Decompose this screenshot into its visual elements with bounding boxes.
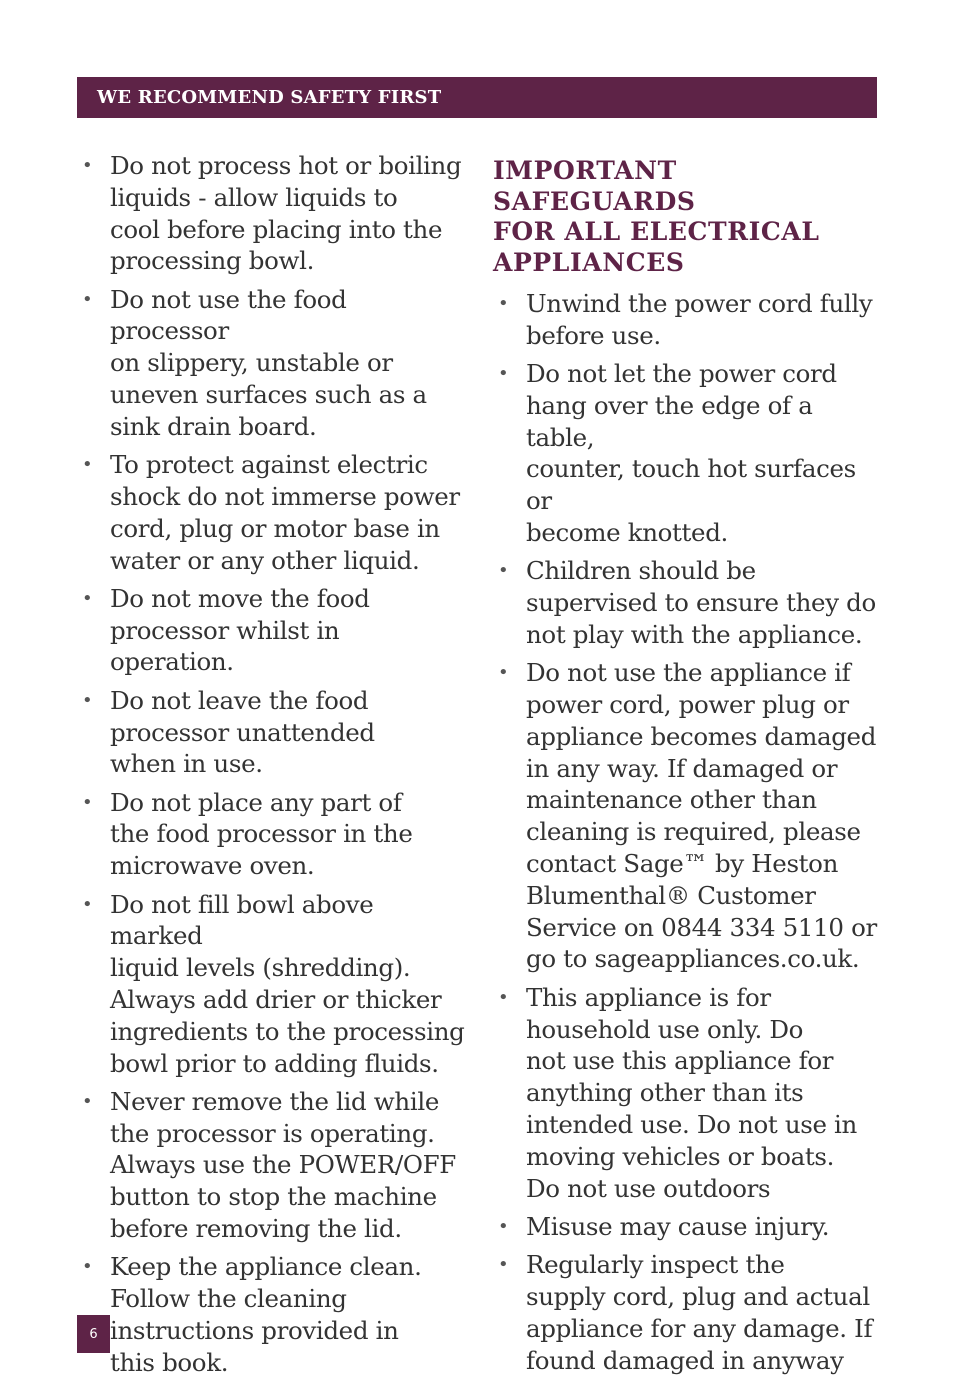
list-item-line: Do not leave the food bbox=[110, 685, 369, 715]
list-item-line: This appliance is for bbox=[526, 982, 771, 1012]
list-item-line: Do not place any part of bbox=[110, 787, 402, 817]
list-item-line: processor whilst in operation. bbox=[110, 615, 340, 677]
list-item-line: Service on 0844 334 5110 or bbox=[526, 912, 877, 942]
list-item bbox=[77, 449, 469, 576]
section-header-title: WE RECOMMEND SAFETY FIRST bbox=[97, 87, 442, 108]
list-item-line: liquids - allow liquids to bbox=[110, 182, 398, 212]
list-item-line: water or any other liquid. bbox=[110, 545, 420, 575]
list-item-line: Keep the appliance clean. bbox=[110, 1252, 422, 1282]
list-item-line: counter, touch hot surfaces or bbox=[526, 454, 856, 516]
list-item-line: Always add drier or thicker bbox=[110, 984, 442, 1014]
list-item bbox=[77, 889, 469, 1080]
list-item-line: Do not use the appliance if bbox=[526, 658, 851, 688]
bullet-icon: • bbox=[498, 363, 509, 385]
bullet-icon: • bbox=[82, 689, 93, 711]
page-number: 6 bbox=[77, 1315, 110, 1353]
list-item-line: supply cord, plug and actual bbox=[526, 1281, 870, 1311]
list-item-line: not play with the appliance. bbox=[526, 619, 863, 649]
right-bullet-list bbox=[493, 288, 883, 1376]
bullet-icon: • bbox=[498, 560, 509, 582]
list-item-line: Always use the POWER/OFF bbox=[110, 1150, 456, 1180]
list-item-line: before use. bbox=[526, 320, 661, 350]
list-item-line: shock do not immerse power bbox=[110, 481, 460, 511]
list-item-line: not use this appliance for bbox=[526, 1046, 834, 1076]
bullet-icon: • bbox=[82, 288, 93, 310]
list-item-line: ingredients to the processing bbox=[110, 1016, 465, 1046]
list-item-line: before removing the lid. bbox=[110, 1214, 402, 1243]
list-item-line: the food processor in the bbox=[110, 819, 413, 849]
bullet-icon: • bbox=[498, 1215, 509, 1237]
list-item-line: To protect against electric bbox=[110, 450, 428, 480]
bullet-icon: • bbox=[82, 1256, 93, 1278]
section-header-bar bbox=[77, 77, 877, 118]
heading-line: IMPORTANT SAFEGUARDS bbox=[493, 156, 696, 216]
list-item-line: when in use. bbox=[110, 749, 263, 779]
list-item-line: household use only. Do bbox=[526, 1014, 804, 1044]
list-item-line: power cord, power plug or bbox=[526, 690, 849, 720]
list-item-line: Blumenthal® Customer bbox=[526, 880, 816, 910]
list-item bbox=[493, 1249, 883, 1376]
bullet-icon: • bbox=[498, 662, 509, 684]
bullet-icon: • bbox=[82, 1090, 93, 1112]
list-item-line: in any way. If damaged or bbox=[526, 753, 838, 783]
list-item-line: intended use. Do not use in bbox=[526, 1109, 857, 1139]
list-item-line: Do not process hot or boiling bbox=[110, 151, 462, 180]
bullet-icon: • bbox=[498, 986, 509, 1008]
list-item-line: Do not use outdoors bbox=[526, 1173, 771, 1203]
list-item-line: button to stop the machine bbox=[110, 1182, 437, 1212]
list-item-line: on slippery, unstable or bbox=[110, 348, 393, 378]
list-item bbox=[77, 787, 469, 882]
bullet-icon: • bbox=[498, 293, 509, 314]
list-item bbox=[77, 150, 469, 277]
list-item-line: found damaged in anyway bbox=[526, 1345, 844, 1375]
list-item-line: cool before placing into the bbox=[110, 214, 443, 244]
list-item bbox=[77, 1251, 469, 1378]
list-item-line: processing bowl. bbox=[110, 246, 315, 276]
list-item bbox=[77, 284, 469, 443]
list-item-line: cord, plug or motor base in bbox=[110, 513, 440, 543]
list-item bbox=[493, 555, 883, 650]
list-item-line: appliance becomes damaged bbox=[526, 721, 877, 751]
bullet-icon: • bbox=[82, 791, 93, 813]
safeguards-heading bbox=[493, 156, 883, 278]
list-item-line: supervised to ensure they do bbox=[526, 588, 876, 618]
bullet-icon: • bbox=[82, 893, 93, 915]
list-item-line: Do not fill bowl above marked bbox=[110, 889, 374, 951]
list-item-line: Children should be bbox=[526, 556, 756, 586]
list-item bbox=[77, 1086, 469, 1245]
list-item-line: become knotted. bbox=[526, 518, 728, 548]
list-item-line: bowl prior to adding fluids. bbox=[110, 1048, 439, 1078]
list-item-line: Do not use the food processor bbox=[110, 284, 347, 346]
list-item bbox=[493, 288, 883, 352]
list-item-line: Do not move the food bbox=[110, 583, 370, 613]
list-item-line: instructions provided in bbox=[110, 1315, 399, 1345]
list-item bbox=[493, 1211, 883, 1243]
list-item-line: moving vehicles or boats. bbox=[526, 1141, 835, 1171]
list-item-line: microwave oven. bbox=[110, 851, 315, 881]
list-item-line: Never remove the lid while bbox=[110, 1086, 439, 1116]
list-item-line: Do not let the power cord bbox=[526, 359, 837, 389]
bullet-icon: • bbox=[82, 155, 93, 176]
list-item-line: appliance for any damage. If bbox=[526, 1313, 873, 1343]
list-item-line: this book. bbox=[110, 1347, 229, 1377]
list-item bbox=[77, 685, 469, 780]
list-item-line: Regularly inspect the bbox=[526, 1250, 785, 1280]
list-item-line: processor unattended bbox=[110, 717, 375, 747]
list-item-line: maintenance other than bbox=[526, 785, 817, 815]
list-item bbox=[493, 657, 883, 975]
left-column bbox=[77, 150, 469, 1385]
list-item-line: anything other than its bbox=[526, 1078, 804, 1108]
list-item-line: the processor is operating. bbox=[110, 1118, 435, 1148]
list-item-line: hang over the edge of a table, bbox=[526, 390, 813, 452]
heading-line: FOR ALL ELECTRICAL bbox=[493, 217, 820, 246]
right-column bbox=[493, 150, 883, 1383]
list-item-line: go to sageappliances.co.uk. bbox=[526, 944, 860, 974]
list-item-line: liquid levels (shredding). bbox=[110, 953, 411, 983]
list-item-line: cleaning is required, please bbox=[526, 817, 861, 847]
list-item bbox=[77, 583, 469, 678]
list-item-line: Unwind the power cord fully bbox=[526, 289, 873, 318]
list-item bbox=[493, 982, 883, 1205]
list-item-line: Misuse may cause injury. bbox=[526, 1211, 830, 1241]
list-item-line: uneven surfaces such as a bbox=[110, 380, 427, 410]
left-bullet-list bbox=[77, 150, 469, 1378]
heading-line: APPLIANCES bbox=[493, 247, 685, 277]
list-item bbox=[493, 358, 883, 549]
list-item-line: Follow the cleaning bbox=[110, 1284, 347, 1314]
bullet-icon: • bbox=[82, 454, 93, 476]
list-item-line: sink drain board. bbox=[110, 411, 317, 441]
bullet-icon: • bbox=[498, 1254, 509, 1276]
bullet-icon: • bbox=[82, 587, 93, 609]
list-item-line: contact Sage™ by Heston bbox=[526, 849, 838, 879]
